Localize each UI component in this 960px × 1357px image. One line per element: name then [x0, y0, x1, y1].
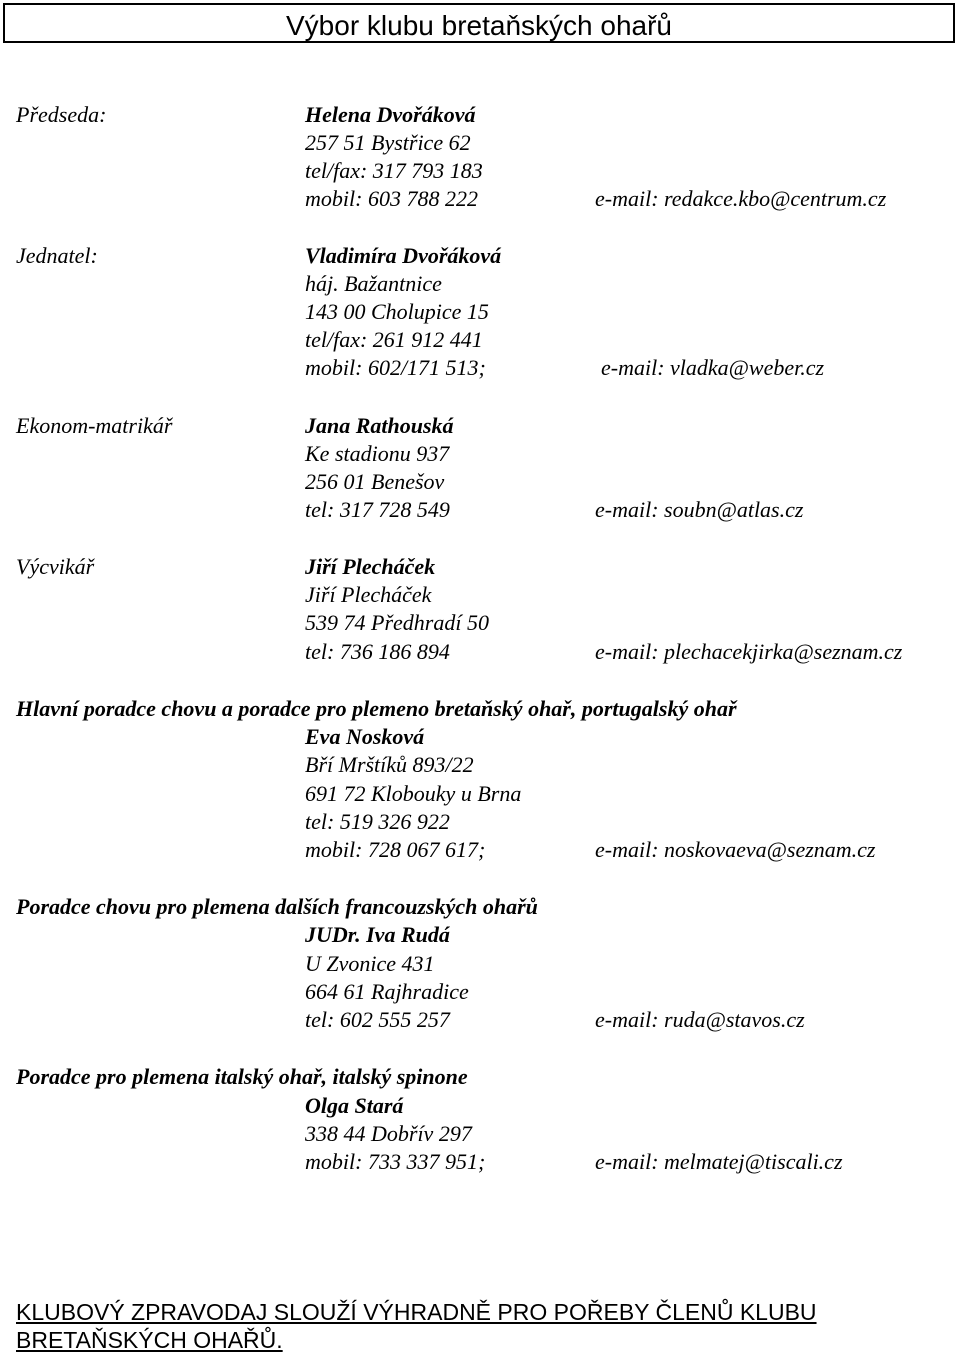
section-heading: Hlavní poradce chovu a poradce pro plemeno bretaňský ohař, portugalský ohař: [16, 696, 737, 721]
phone-line: tel/fax: 261 912 441: [305, 327, 483, 352]
address-line: Ke stadionu 937: [305, 441, 450, 466]
mobile-line: mobil: 602/171 513;: [305, 355, 486, 380]
member-name: Helena Dvořáková: [305, 102, 476, 127]
mobile-line: mobil: 603 788 222: [305, 186, 478, 211]
email-link[interactable]: e-mail: redakce.kbo@centrum.cz: [595, 186, 887, 211]
role-label: Výcvikář: [16, 554, 95, 579]
address-line: Bří Mrštíků 893/22: [305, 752, 474, 777]
page-title: Výbor klubu bretaňských ohařů: [286, 10, 672, 41]
address-line: U Zvonice 431: [305, 951, 435, 976]
phone-line: tel: 519 326 922: [305, 809, 450, 834]
section-heading: Poradce pro plemena italský ohař, italský spinone: [16, 1064, 468, 1089]
phone-line: tel: 602 555 257: [305, 1007, 450, 1032]
advisor-name: JUDr. Iva Rudá: [305, 922, 450, 947]
address-line: 143 00 Cholupice 15: [305, 299, 489, 324]
mobile-line: mobil: 728 067 617;: [305, 837, 486, 862]
footer-notice: KLUBOVÝ ZPRAVODAJ SLOUŽÍ VÝHRADNĚ PRO POŘEBY ČLENŮ KLUBU BRETAŇSKÝCH OHAŘŮ.: [16, 1299, 817, 1353]
role-label: Předseda:: [16, 102, 107, 127]
member-name: Jiří Plecháček: [305, 554, 436, 579]
phone-line: tel: 736 186 894: [305, 639, 450, 664]
member-name: Jana Rathouská: [305, 413, 454, 438]
section-heading: Poradce chovu pro plemena dalších francouzských ohařů: [16, 894, 538, 919]
email-link[interactable]: e-mail: vladka@weber.cz: [601, 355, 825, 380]
member-name: Vladimíra Dvořáková: [305, 243, 502, 268]
advisor-name: Olga Stará: [305, 1093, 404, 1118]
role-label: Jednatel:: [16, 243, 98, 268]
mobile-line: mobil: 733 337 951;: [305, 1149, 486, 1174]
phone-line: tel: 317 728 549: [305, 497, 450, 522]
address-line: 338 44 Dobřív 297: [305, 1121, 472, 1146]
address-line: 691 72 Klobouky u Brna: [305, 781, 522, 806]
address-line: háj. Bažantnice: [305, 271, 442, 296]
address-line: 257 51 Bystřice 62: [305, 130, 471, 155]
role-label: Ekonom-matrikář: [16, 413, 173, 438]
email-link[interactable]: e-mail: soubn@atlas.cz: [595, 497, 804, 522]
address-line: Jiří Plecháček: [305, 582, 432, 607]
email-link[interactable]: e-mail: noskovaeva@seznam.cz: [595, 837, 876, 862]
advisor-name: Eva Nosková: [305, 724, 425, 749]
title-box: [3, 3, 955, 43]
address-line: 539 74 Předhradí 50: [305, 610, 489, 635]
email-link[interactable]: e-mail: ruda@stavos.cz: [595, 1007, 805, 1032]
phone-line: tel/fax: 317 793 183: [305, 158, 483, 183]
address-line: 664 61 Rajhradice: [305, 979, 469, 1004]
email-link[interactable]: e-mail: melmatej@tiscali.cz: [595, 1149, 843, 1174]
email-link[interactable]: e-mail: plechacekjirka@seznam.cz: [595, 639, 903, 664]
address-line: 256 01 Benešov: [305, 469, 445, 494]
